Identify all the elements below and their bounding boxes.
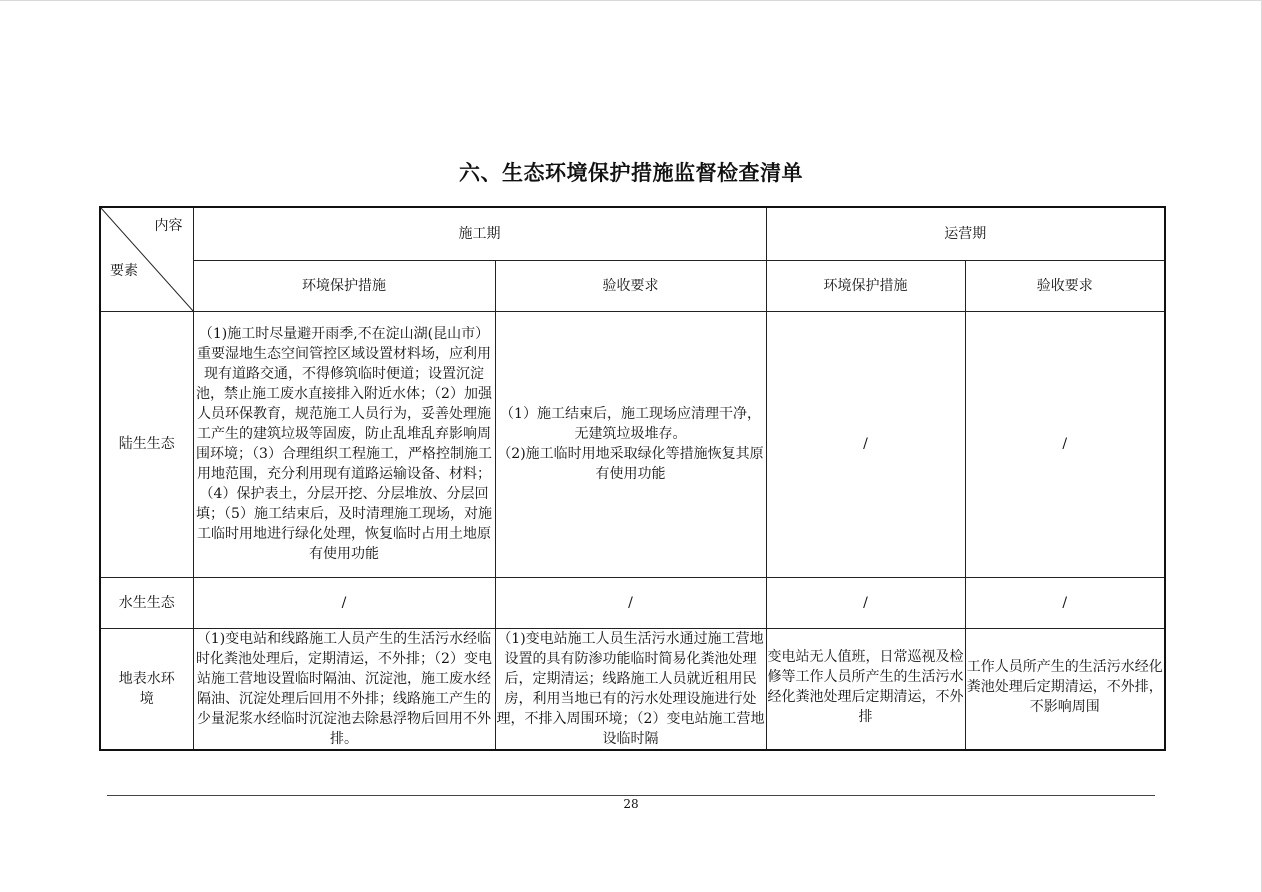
land-construction-acceptance bbox=[495, 311, 766, 577]
header-row-2 bbox=[100, 260, 1165, 311]
aquatic-operation-measures: / bbox=[766, 577, 965, 628]
header-operation-measures: 环境保护措施 bbox=[766, 260, 965, 311]
table-row-surface-water bbox=[100, 628, 1165, 750]
surface-construction-measures bbox=[193, 628, 495, 750]
corner-label-element: 要素 bbox=[110, 262, 138, 279]
row-label-aquatic-ecology: 水生生态 bbox=[100, 577, 193, 628]
land-acceptance-item-2: （2)施工临时用地采取绿化等措施恢复其原有使用功能 bbox=[497, 446, 764, 482]
header-operation-acceptance: 验收要求 bbox=[965, 260, 1165, 311]
row-label-surface-water: 地表水环境 bbox=[100, 628, 193, 750]
page-top-border bbox=[0, 0, 1262, 1]
aquatic-operation-acceptance: / bbox=[965, 577, 1165, 628]
aquatic-construction-measures: / bbox=[193, 577, 495, 628]
land-acceptance-item-1: （1）施工结束后，施工现场应清理干净，无建筑垃圾堆存。 bbox=[500, 406, 761, 442]
page-number: 28 bbox=[623, 797, 639, 811]
footer-rule bbox=[107, 795, 1155, 796]
land-operation-acceptance: / bbox=[965, 311, 1165, 577]
table-row-land-ecology bbox=[100, 311, 1165, 577]
header-row-1 bbox=[100, 207, 1165, 260]
header-construction-measures: 环境保护措施 bbox=[193, 260, 495, 311]
surface-operation-acceptance-text: 工作人员所产生的生活污水经化粪池处理后定期清运，不外排，不影响周围 bbox=[966, 658, 1163, 715]
surface-construction-acceptance-text: （1)变电站施工人员生活污水通过施工营地设置的具有防渗功能临时简易化粪池处理后，定期清运；线路施工人员就近租用民房，利用当地已有的污水处理设施进行处理，不排入周围环境；（2）变电站施工营地设临时隔 bbox=[496, 630, 765, 747]
land-construction-measures-text: （1)施工时尽量避开雨季,不在淀山湖(昆山市）重要湿地生态空间管控区域设置材料场，应利用现有道路交通，不得修筑临时便道；设置沉淀池，禁止施工废水直接排入附近水体；（2）加强人员环保教育，规范施工人员行为，妥善处理施工产生的建筑垃圾等固废，防止乱堆乱弃影响周围环境；（3）合理组织工程施工，严格控制施工用地范围，充分利用现有道路运输设备、材料；（4）保护表土，分层开挖、分层堆放、分层回填；（5）施工结束后，及时清理施工现场，对施工临时用地进行绿化处理，恢复临时占用土地原有使用功能 bbox=[196, 326, 492, 562]
table-row-aquatic-ecology bbox=[100, 577, 1165, 628]
aquatic-construction-acceptance: / bbox=[495, 577, 766, 628]
corner-header-cell bbox=[100, 207, 193, 311]
corner-label-content: 内容 bbox=[154, 218, 183, 234]
header-operation-period: 运营期 bbox=[766, 207, 1165, 260]
surface-operation-measures bbox=[766, 628, 965, 750]
inspection-checklist-table bbox=[99, 206, 1166, 751]
surface-construction-measures-text: （1)变电站和线路施工人员产生的生活污水经临时化粪池处理后，定期清运，不外排；（2）变电站施工营地设置临时隔油、沉淀池，施工废水经隔油、沉淀处理后回用不外排；线路施工产生的少量泥浆水经临时沉淀池去除悬浮物后回用不外排。 bbox=[196, 630, 492, 747]
header-construction-acceptance: 验收要求 bbox=[495, 260, 766, 311]
surface-construction-acceptance bbox=[495, 628, 766, 750]
land-construction-measures bbox=[193, 311, 495, 577]
land-operation-measures: / bbox=[766, 311, 965, 577]
document-title: 六、生态环境保护措施监督检查清单 bbox=[459, 160, 803, 185]
header-construction-period: 施工期 bbox=[193, 207, 766, 260]
surface-operation-acceptance bbox=[965, 628, 1165, 750]
row-label-land-ecology: 陆生生态 bbox=[100, 311, 193, 577]
surface-operation-measures-text: 变电站无人值班，日常巡视及检修等工作人员所产生的生活污水经化粪池处理后定期清运，不外排 bbox=[767, 648, 964, 725]
